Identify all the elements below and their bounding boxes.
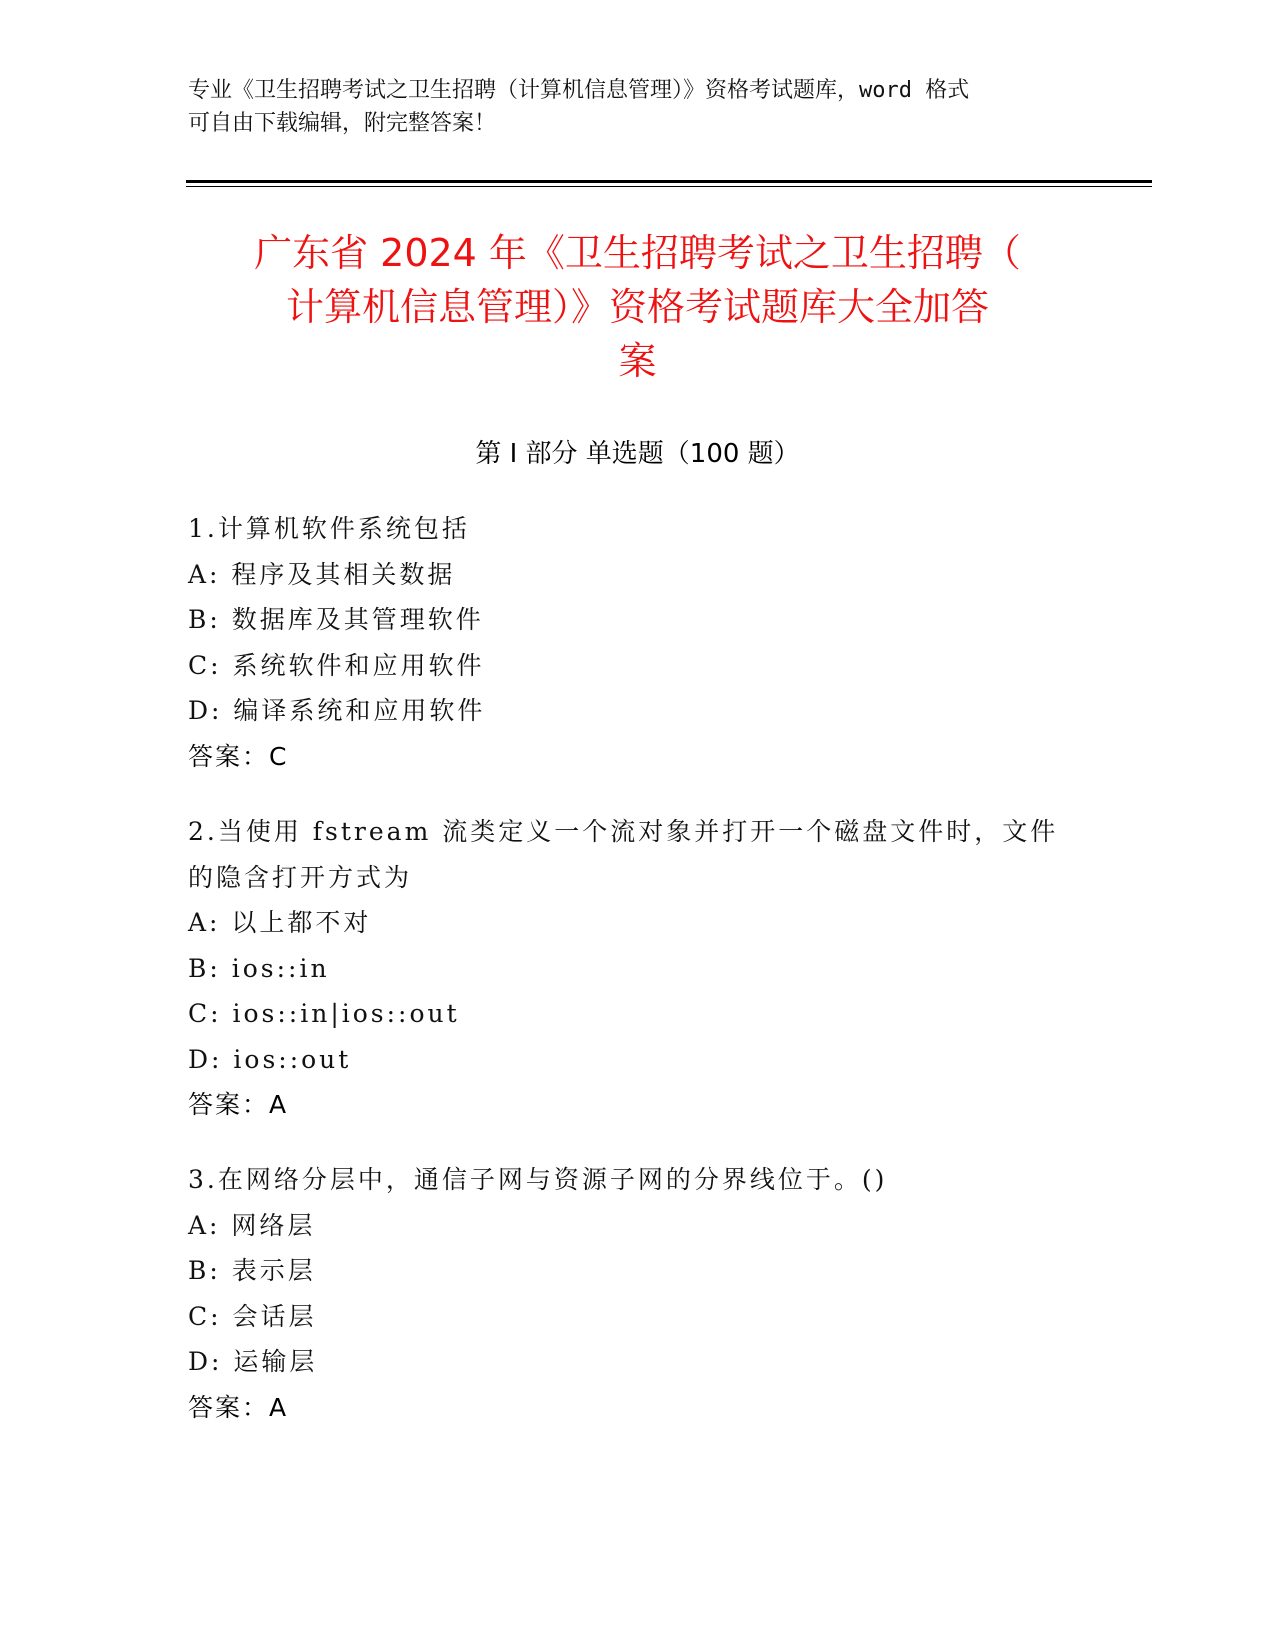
header-divider-thick <box>186 180 1152 183</box>
question-stem: 1.计算机软件系统包括 <box>188 514 470 543</box>
answer-line <box>188 1082 1068 1128</box>
option-b: B: 数据库及其管理软件 <box>188 605 484 634</box>
document-header-note <box>188 74 1068 140</box>
answer-value: A <box>269 1090 287 1119</box>
title-line-1: 广东省 2024 年《卫生招聘考试之卫生招聘（ <box>254 231 1021 275</box>
section-heading: 第 I 部分 单选题（100 题） <box>475 439 800 469</box>
option-d: D: ios::out <box>188 1044 352 1074</box>
answer-label: 答案： <box>188 1090 270 1119</box>
document-title <box>150 226 1125 388</box>
header-note-line-2: 可自由下载编辑，附完整答案！ <box>188 111 497 136</box>
answer-value: C <box>269 741 287 771</box>
option-b: B: ios::in <box>188 953 330 983</box>
question-3 <box>188 1157 1068 1430</box>
option-d: D: 编译系统和应用软件 <box>188 696 486 725</box>
option-a: A: 网络层 <box>188 1210 316 1240</box>
question-1 <box>188 506 1068 779</box>
answer-value: A <box>269 1392 287 1422</box>
question-2 <box>188 809 1068 1128</box>
option-c: C: 系统软件和应用软件 <box>188 650 485 680</box>
header-note-line-1: 专业《卫生招聘考试之卫生招聘（计算机信息管理）》资格考试题库，word 格式 <box>188 78 970 103</box>
title-line-2: 计算机信息管理）》资格考试题库大全加答 <box>285 285 989 329</box>
title-line-3: 案 <box>618 339 657 383</box>
header-divider-thin <box>186 186 1152 187</box>
option-c: C: 会话层 <box>188 1301 317 1331</box>
answer-line <box>188 734 1068 780</box>
answer-label: 答案： <box>188 741 270 771</box>
answer-label: 答案： <box>188 1392 270 1422</box>
answer-line <box>188 1385 1068 1431</box>
option-d: D: 运输层 <box>188 1347 318 1376</box>
question-stem: 3.在网络分层中，通信子网与资源子网的分界线位于。() <box>188 1165 888 1194</box>
option-b: B: 表示层 <box>188 1256 316 1285</box>
option-a: A: 程序及其相关数据 <box>188 559 456 589</box>
question-stem-line-1: 2.当使用 fstream 流类定义一个流对象并打开一个磁盘文件时，文件 <box>188 817 1059 846</box>
option-a: A: 以上都不对 <box>188 908 372 937</box>
option-c: C: ios::in|ios::out <box>188 999 460 1028</box>
question-stem-line-2: 的隐含打开方式为 <box>188 862 413 892</box>
